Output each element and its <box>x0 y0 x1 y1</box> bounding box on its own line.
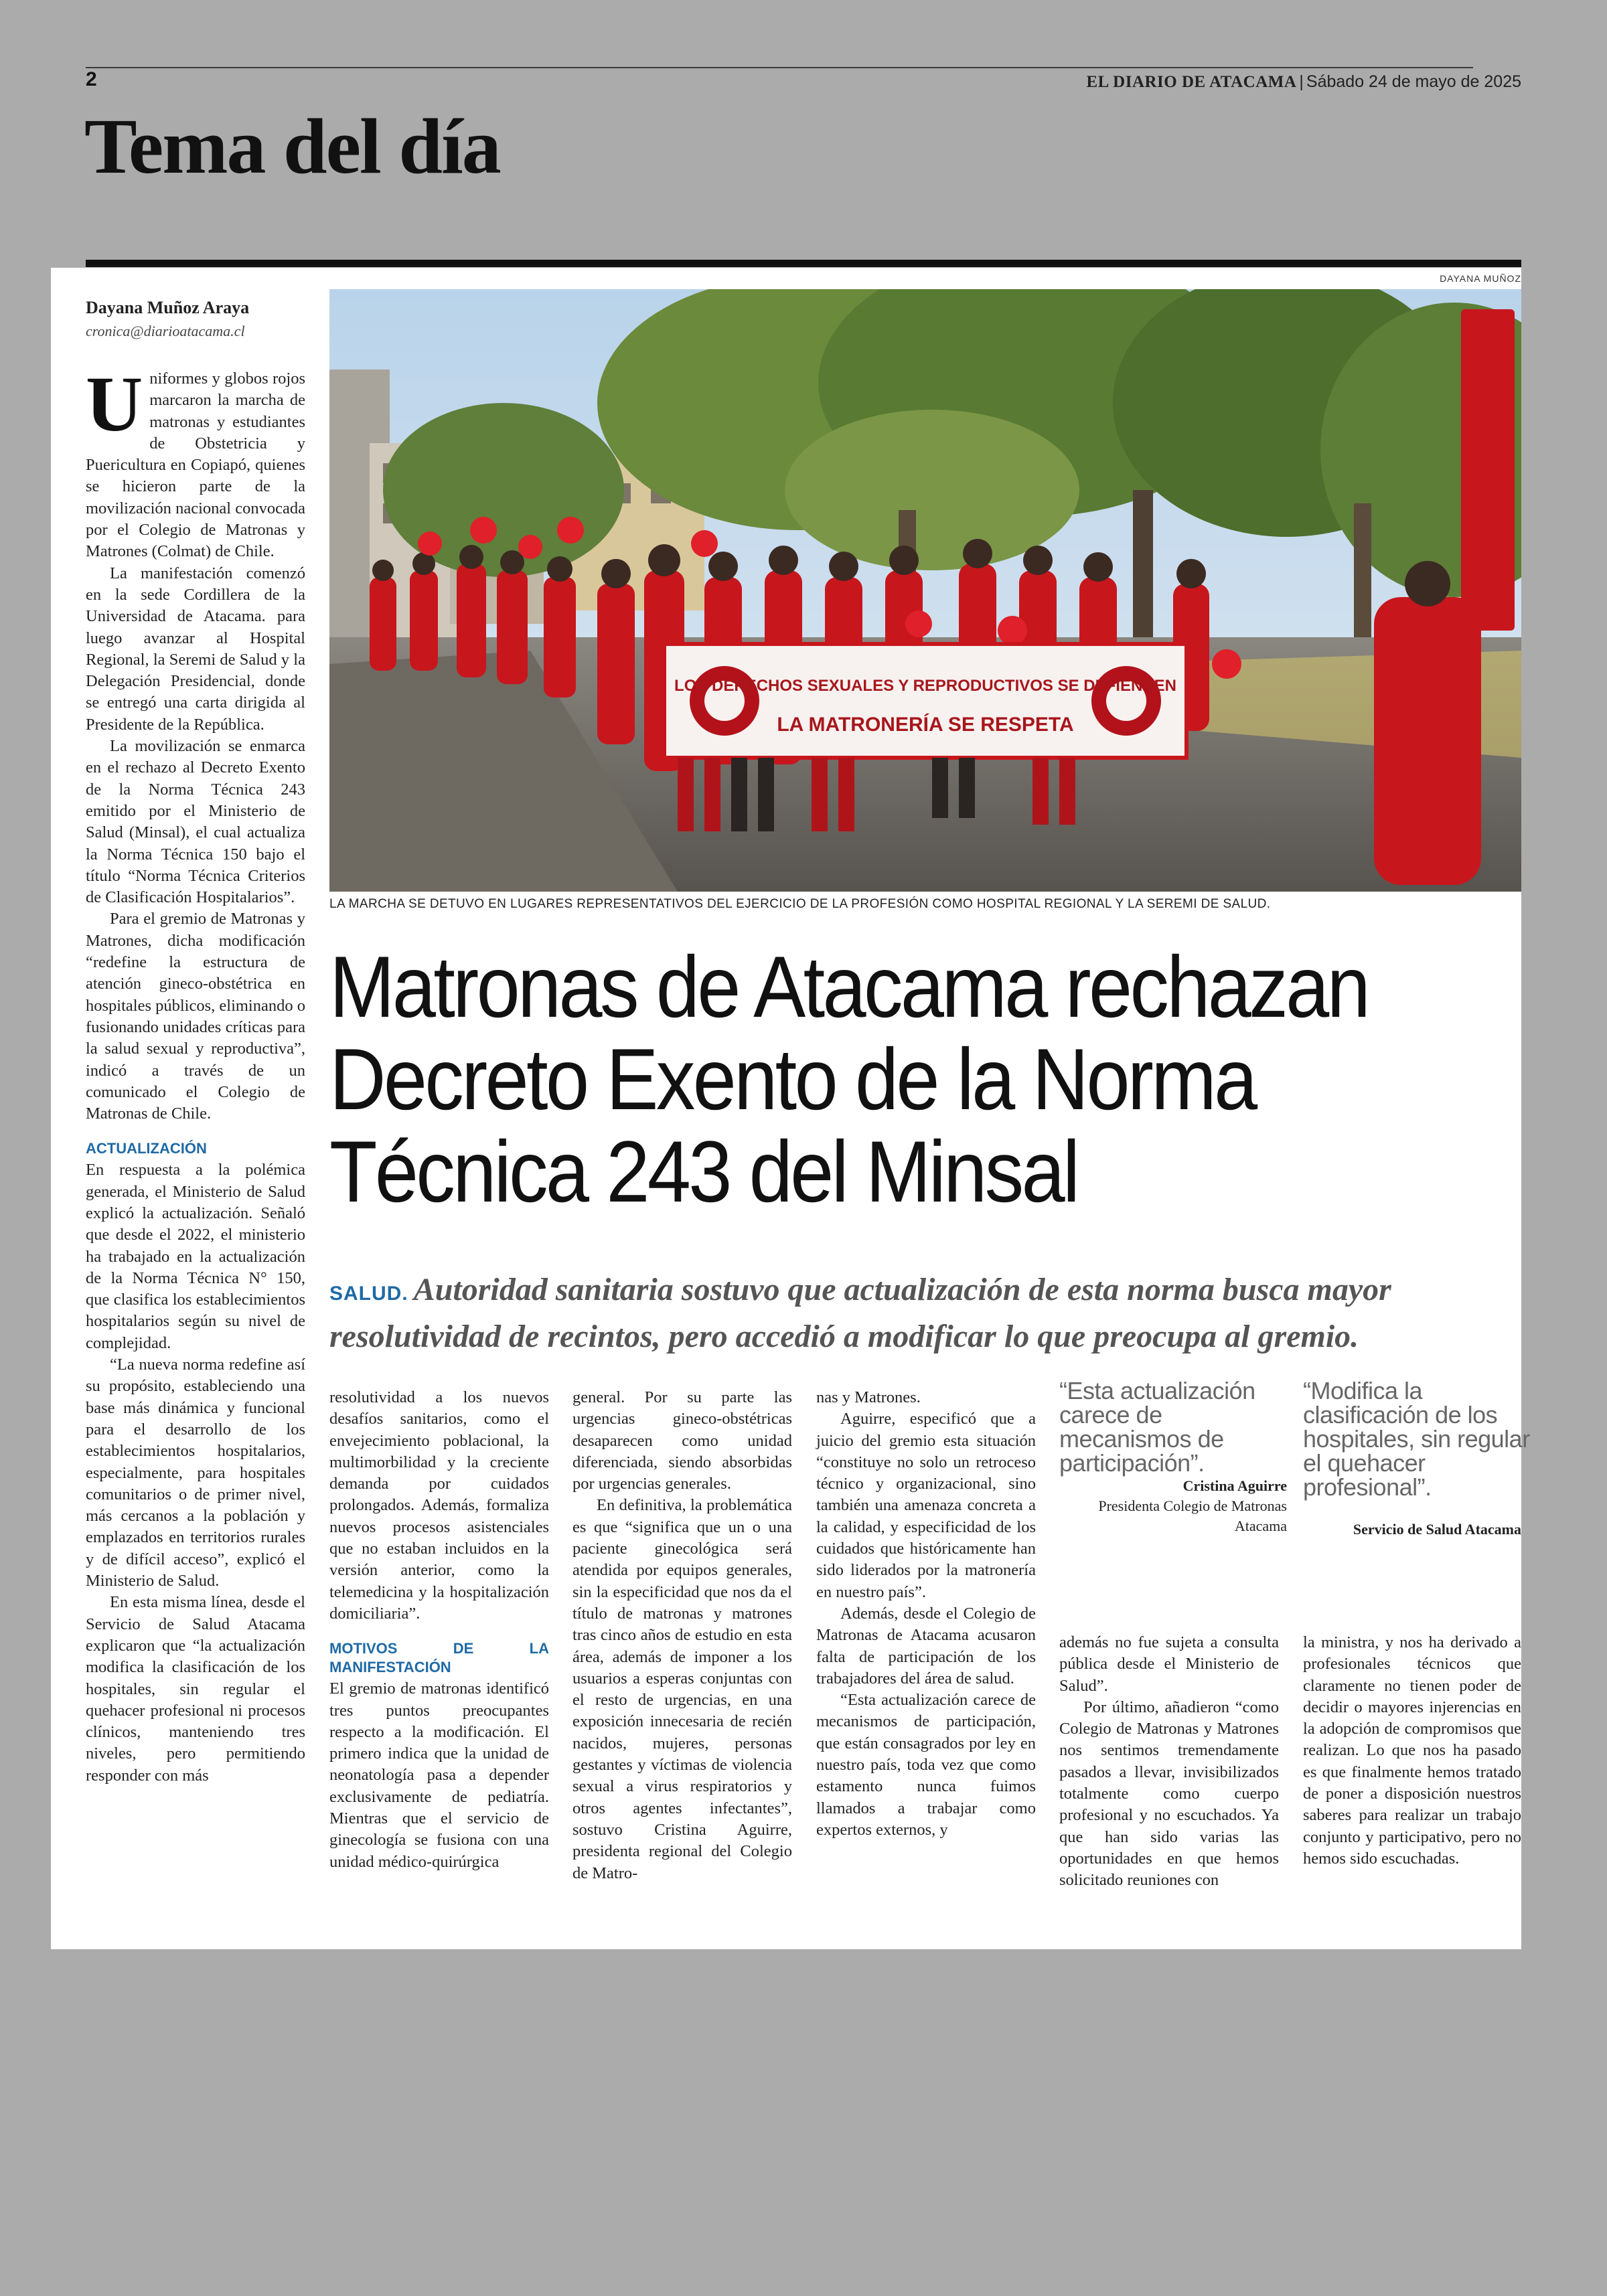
paragraph: La manifestación comenzó en la sede Cordillera de la Universidad de Atacama. para luego avanzar al Hospital Regional, la Seremi de Salud y la Delegación Presidencial, donde se entregó una carta dirigida al Presidente de la República. <box>86 564 305 734</box>
article-column-6 <box>1303 1632 1521 1870</box>
march-photo-illustration <box>329 289 1521 892</box>
paragraph: Por último, añadieron “como Colegio de Matronas y Matrones nos sentimos tremendamente pasados a llevar, invisibilizados totalmente como cuerpo profesional y no escuchados. Ya que han sido varias las oportunidades en que hemos solicitado reuniones con <box>1059 1698 1279 1890</box>
section-rule <box>86 260 1521 267</box>
deck <box>329 1268 1521 1358</box>
paragraph: nas y Matrones. <box>816 1388 921 1406</box>
drop-cap: U <box>86 360 143 448</box>
byline-email: cronica@diarioatacama.cl <box>86 323 245 339</box>
article-column-4 <box>816 1387 1036 1841</box>
issue-date: Sábado 24 de mayo de 2025 <box>1306 72 1521 91</box>
pull-quote-1: “Esta actualización carece de mecanismos de participación”. <box>1059 1377 1255 1477</box>
quote-author: Cristina Aguirre <box>1182 1477 1287 1494</box>
quote-author: Servicio de Salud Atacama <box>1353 1521 1521 1538</box>
headline-line-1: Matronas de Atacama rechazan <box>329 938 1369 1036</box>
top-rule <box>86 67 1473 68</box>
photo-caption: LA MARCHA SE DETUVO EN LUGARES REPRESENTATIVOS DEL EJERCICIO DE LA PROFESIÓN COMO HOSPITAL REGIONAL Y LA SEREMI DE SALUD. <box>329 897 1271 911</box>
article-column-2 <box>329 1387 549 1873</box>
masthead-separator: | <box>1299 72 1304 91</box>
pull-quote-2: “Modifica la clasificación de los hospitales, sin regular el quehacer profesional”. <box>1303 1377 1530 1501</box>
photo-credit: DAYANA MUÑOZ <box>1440 273 1521 284</box>
page-number: 2 <box>86 68 97 90</box>
newspaper-name: EL DIARIO DE ATACAMA <box>1086 73 1297 91</box>
article-column-5 <box>1059 1632 1279 1892</box>
paragraph: además no fue sujeta a consulta pública desde el Ministerio de Salud”. <box>1059 1633 1279 1695</box>
headline <box>329 940 1402 1218</box>
headline-line-2: Decreto Exento de la Norma <box>329 1030 1255 1128</box>
paragraph: En definitiva, la problemática es que “significa que un o una paciente ginecológica será atendida por equipos generales, sin la especificidad que nos da el título de matronas y matrones tras cinco años de estudio en esta área, además de imponer a los usuarios a esperas conjuntas con el resto de urgencias, en una exposición innecesaria de recién nacidos, mujeres, personas gestantes y víctimas de violencia sexual a virus respiratorios y otros agentes infectantes”, sostuvo Cristina Aguirre, presidenta regional del Colegio de Matro- <box>572 1496 792 1882</box>
subheading-actualizacion: ACTUALIZACIÓN <box>86 1140 207 1157</box>
banner-text-1: LOS DERECHOS SEXUALES Y REPRODUCTIVOS SE DEFIENDEN <box>674 677 1176 695</box>
paragraph: “Esta actualización carece de mecanismos de participación, que están consagrados por ley en nuestro país, toda vez que como estamento nunca fuimos llamados a trabajar como expertos externos, y <box>816 1691 1036 1839</box>
paragraph: Para el gremio de Matronas y Matrones, dicha modificación “redefine la estructura de atención gineco-obstétrica en hospitales públicos, eliminando o fusionando unidades críticas para la salud sexual y reproductiva”, indicó a través de un comunicado el Colegio de Matronas de Chile. <box>86 910 305 1123</box>
section-title: Tema del día <box>84 102 500 190</box>
paragraph: La movilización se enmarca en el rechazo al Decreto Exento de la Norma Técnica 243 emitido por el Ministerio de Salud (Minsal), el cual actualiza la Norma Técnica 150 bajo el título “Norma Técnica Criterios de Clasificación Hospitalarios”. <box>86 737 305 907</box>
pull-quote-2-attribution <box>1294 1520 1521 1540</box>
paragraph: resolutividad a los nuevos desafíos sanitarios, como el envejecimiento poblacional, la multimorbilidad y la creciente demanda por cuidados prolongados. Además, formaliza nuevos procesos asistenciales que no estaban incluidos en la versión anterior, como la telemedicina y la hospitalización domiciliaria”. <box>329 1388 549 1623</box>
deck-tag: SALUD. <box>329 1283 408 1305</box>
pull-quote-1-attribution <box>1059 1476 1287 1536</box>
paragraph: En respuesta a la polémica generada, el Ministerio de Salud explicó la actualización. Señaló que desde el 2022, el ministerio ha trabajado en la actualización de la Norma Técnica N° 150, que clasifica los establecimientos hospitalarios según su nivel de complejidad. <box>86 1161 305 1352</box>
paragraph: Aguirre, especificó que a juicio del gremio esta situación “constituye no solo un retroceso técnico y organizacional, sino también una amenaza concreta a la calidad, y especificidad de los cuidados que históricamente han sido liderados por la matronería en nuestro país”. <box>816 1410 1036 1601</box>
banner-text-2: LA MATRONERÍA SE RESPETA <box>777 714 1074 736</box>
article-column-3 <box>572 1387 792 1884</box>
article-column-1 <box>86 360 305 1787</box>
subheading-motivos: MOTIVOS DE LA MANIFESTACIÓN <box>329 1640 549 1676</box>
deck-text: Autoridad sanitaria sostuvo que actualización de esta norma busca mayor resolutividad de recintos, pero accedió a modificar lo que preocupa al gremio. <box>329 1272 1391 1354</box>
quote-author-role: Presidenta Colegio de Matronas Atacama <box>1098 1497 1287 1534</box>
paragraph: En esta misma línea, desde el Servicio de Salud Atacama explicaron que “la actualización modifica la clasificación de los hospitales, sin regular el quehacer profesional ni procesos clínicos, manteniendo tres niveles, pero permitiendo responder con más <box>86 1593 305 1785</box>
byline-author: Dayana Muñoz Araya <box>86 298 250 317</box>
paragraph: la ministra, y nos ha derivado a profesionales técnicos que claramente no tienen poder de decidir o mayores injerencias en la adopción de compromisos que realizan. Lo que nos ha pasado es que finalmente hemos tratado de poner a disposición nuestros saberes para realizar un trabajo conjunto y participativo, pero no hemos sido escuchadas. <box>1303 1633 1521 1868</box>
march-photo <box>329 289 1521 892</box>
paragraph: Uniformes y globos rojos marcaron la marcha de matronas y estudiantes de Obstetricia y Puericultura en Copiapó, quienes se hicieron parte de la movilización nacional convocada por el Colegio de Matronas y Matrones (Colmat) de Chile. <box>86 360 305 561</box>
paragraph: Además, desde el Colegio de Matronas de Atacama acusaron falta de participación de los trabajadores del área de salud. <box>816 1604 1036 1688</box>
paragraph: El gremio de matronas identificó tres puntos preocupantes respecto a la modificación. El primero indica que la unidad de neonatología pasa a depender exclusivamente de pediatría. Mientras que el servicio de ginecología se fusiona con una unidad médico-quirúrgica <box>329 1679 549 1871</box>
paragraph: “La nueva norma redefine así su propósito, estableciendo una base más dinámica y funcional para el desarrollo de los establecimientos hospitalarios, especialmente, para hospitales comunitarios o de primer nivel, más cercanos a la población y emplazados en territorios rurales y de difícil acceso”, explicó el Ministerio de Salud. <box>86 1356 305 1590</box>
headline-line-3: Técnica 243 del Minsal <box>329 1123 1078 1220</box>
masthead <box>1086 72 1521 92</box>
paragraph: general. Por su parte las urgencias gineco-obstétricas desaparecen como unidad diferenciada, siendo absorbidas por urgencias generales. <box>572 1388 792 1493</box>
